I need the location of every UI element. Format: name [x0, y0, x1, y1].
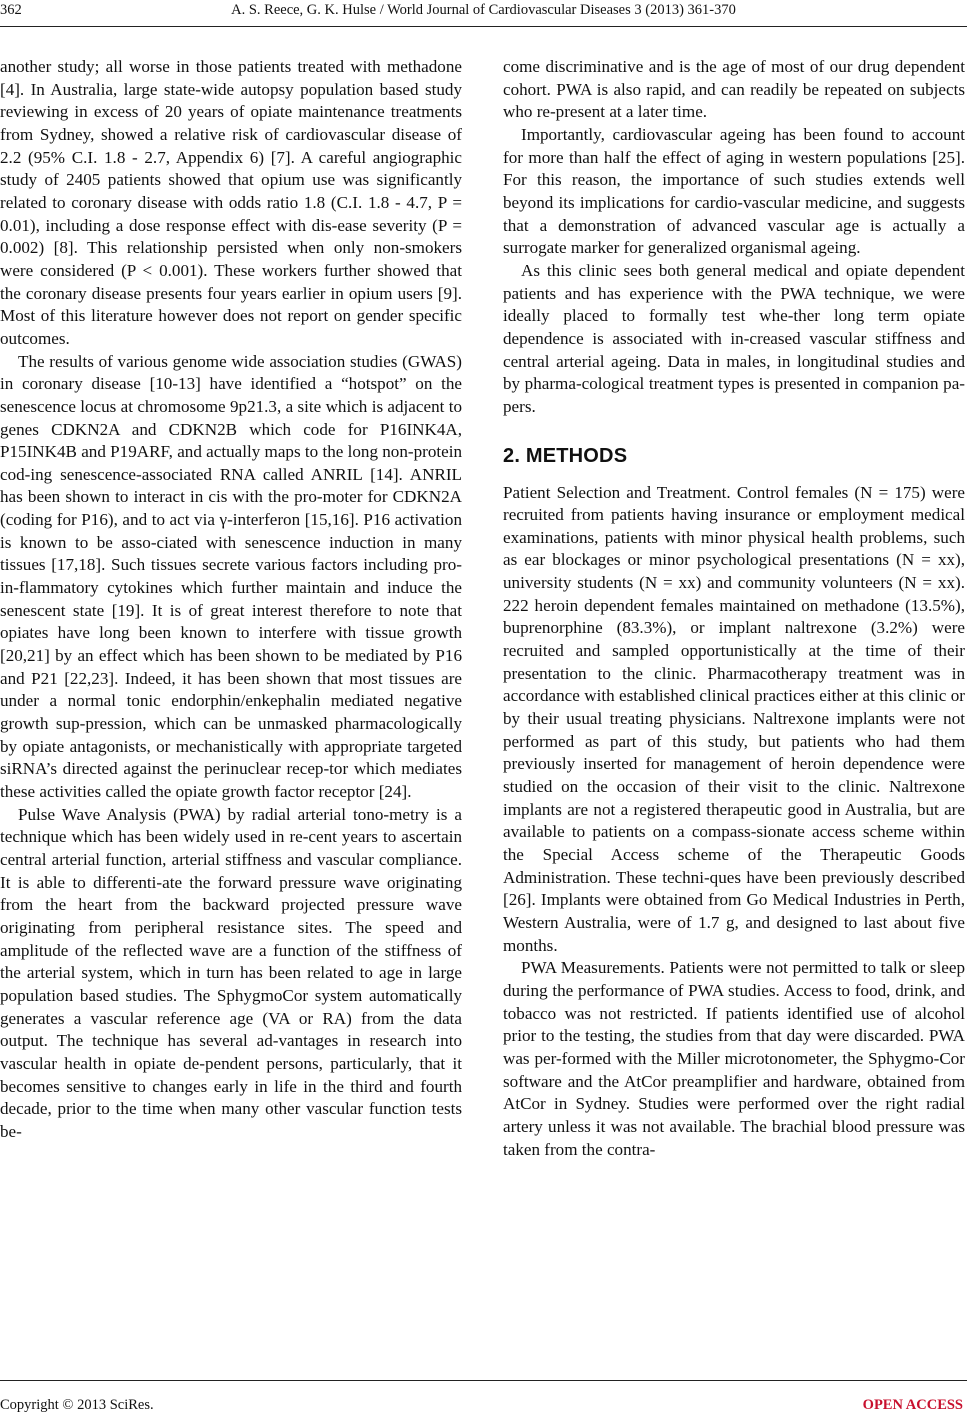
running-head: A. S. Reece, G. K. Hulse / World Journal of Cardiovascular Diseases 3 (2013) 361-370	[231, 2, 736, 18]
left-column	[0, 56, 462, 1144]
body-paragraph: As this clinic sees both general medical and opiate dependent patients and has experience with the PWA technique, we were ideally placed to formally test whe-ther long term opiate dependence is associated with in-creased vascular stiffness and central arterial ageing. Data in males, in longitudinal studies and by pharma-cological treatment types is presented in companion pa-pers.	[503, 260, 965, 416]
section-heading: 2. METHODS	[503, 444, 628, 467]
body-paragraph: Importantly, cardiovascular ageing has been found to account for more than half the effect of aging in western populations [25]. For this reason, the importance of such studies extends well beyond its implications for cardio-vascular medicine, and suggests that a demonstration of advanced vascular age is actually a surrogate marker for generalized organismal ageing.	[503, 124, 965, 258]
page-number: 362	[0, 2, 22, 18]
right-column	[503, 56, 965, 1161]
body-paragraph: The results of various genome wide association studies (GWAS) in coronary disease [10-13] have identified a “hotspot” on the senescence locus at chromosome 9p21.3, a site which is adjacent to genes CDKN2A and CDKN2B which code for P16INK4A, P15INK4B and P19ARF, and actually maps to the long non-protein cod-ing senescence-associated RNA called ANRIL [14]. ANRIL has been shown to interact in cis with the pro-moter for CDKN2A (coding for P16), and to act via γ-interferon [15,16]. P16 activation is known to be asso-ciated with senescence induction in many tissues [17,18]. Such tissues secrete various factors including pro-in-flammatory cytokines which further maintain and induce the senescent state [19]. It is of great interest therefore to note that opiates have long been known to interfere with tissue growth [20,21] by an effect which has been shown to be mediated by P16 and P21 [22,23]. Indeed, it has been shown that most tissues are under a normal tonic endorphin/enkephalin mediated negative growth sup-pression, which can be unmasked pharmacologically by opiate antagonists, or mechanistically with appropriate targeted siRNA’s directed against the perinuclear recep-tor which mediates these activities called the opiate growth factor receptor [24].	[0, 351, 463, 801]
body-paragraph: Patient Selection and Treatment. Control females (N = 175) were recruited from patients having insurance or employment medical examinations, patients with minor physical health problems, such as ear blockages or minor psychological presentations (N = xx), university students (N = xx) and community volunteers (N = xx). 222 heroin dependent females maintained on methadone (13.5%), buprenorphine (83.3%), or implant naltrexone (3.2%) were recruited and sampled opportunistically at the time of their presentation to the clinic. Pharmacotherapy treatment was in accordance with established clinical practices either at this clinic or by their usual treating physicians. Naltrexone implants were not performed as part of this study, but patients who had them previously inserted for management of heroin dependence were studied on the occasion of their visit to the clinic. Naltrexone implants are not a registered therapeutic good in Australia, but are available to patients on a compass-sionate access scheme within the Special Access scheme of the Therapeutic Goods Administration. These techni-ques have been previously described [26]. Implants were obtained from Go Medical Industries in Perth, Western Australia, were of 1.7 g, and designed to last about five months.	[503, 482, 965, 955]
body-paragraph: another study; all worse in those patients treated with methadone [4]. In Australia, large state-wide autopsy population based study reviewing in excess of 20 years of opiate maintenance treatments from Sydney, showed a relative risk of cardiovascular disease of 2.2 (95% C.I. 1.8 - 2.7, Appendix 6) [7]. A careful angiographic study of 2405 patients showed that opium use was significantly related to coronary disease with odds ratio 1.8 (C.I. 1.8 - 4.7, P = 0.01), including a dose response effect with dis-ease severity (P = 0.002) [8]. This relationship persisted when only non-smokers were considered (P < 0.001). These workers further showed that the coronary disease presents four years earlier in opium users [9]. Most of this literature however does not report on gender specific outcomes.	[0, 57, 462, 348]
page-footer	[0, 1380, 967, 1411]
body-paragraph: PWA Measurements. Patients were not permitted to talk or sleep during the performance of PWA studies. Access to food, drink, and tobacco was not restricted. If patients identified use of alcohol prior to the testing, the studies from that day were discarded. PWA was per-formed with the Miller microtonometer, the Sphygmo-Cor software and the AtCor preamplifier and hardware, obtained from AtCor in Sydney. Studies were performed over the right radial artery unless it was not available. The brachial blood pressure was taken from the contra-	[503, 958, 965, 1159]
copyright-notice: Copyright © 2013 SciRes.	[0, 1397, 154, 1413]
open-access-label: OPEN ACCESS	[862, 1397, 963, 1413]
body-paragraph: Pulse Wave Analysis (PWA) by radial arterial tono-metry is a technique which has been widely used in re-cent years to ascertain central arterial function, arterial stiffness and vascular compliance. It is able to differenti-ate the forward pressure wave originating from the heart from the backward projected pressure wave originating from peripheral resistance sites. The speed and amplitude of the reflected wave are a function of the stiffness of the arterial system, which in turn has been related to age in large population based studies. The SphygmoCor system automatically generates a vascular reference age (VA or RA) from the data output. The technique has several ad-vantages in research into vascular health in opiate de-pendent persons, particularly, that it becomes sensitive to changes early in life in the third and fourth decade, prior to the time when many other vascular function tests be-	[0, 804, 462, 1141]
body-paragraph: come discriminative and is the age of most of our drug dependent cohort. PWA is also rapid, and can readily be repeated on subjects who re-present at a later time.	[503, 57, 965, 122]
page-header	[0, 0, 967, 27]
